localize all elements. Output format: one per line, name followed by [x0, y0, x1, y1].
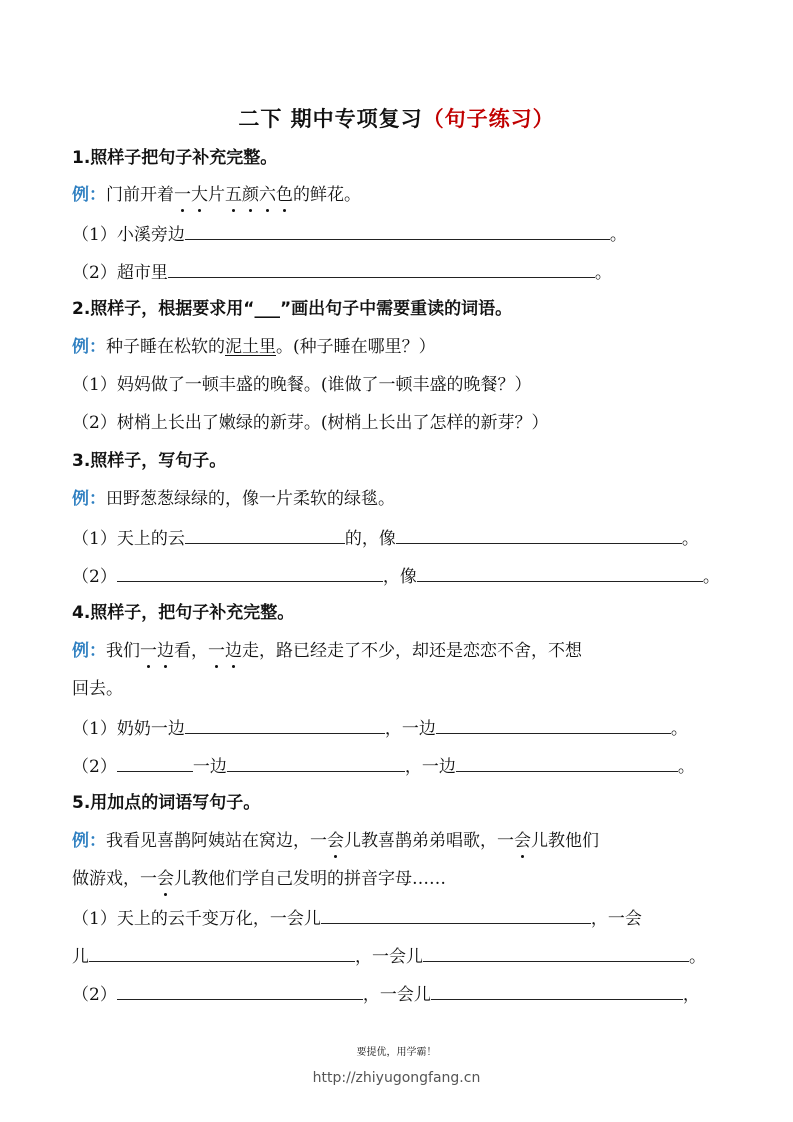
- answer-blank[interactable]: [396, 525, 682, 544]
- q1-item-1: （1）小溪旁边 。: [72, 221, 627, 247]
- q5-item-1-cont: 儿 ，一会儿 。: [72, 943, 706, 969]
- q4-item-1: （1）奶奶一边 ，一边 。: [72, 715, 688, 741]
- q3-item-1: （1）天上的云 的，像 。: [72, 525, 699, 551]
- answer-blank[interactable]: [227, 753, 405, 772]
- answer-blank[interactable]: [185, 221, 610, 240]
- title-sub: （句子练习）: [422, 107, 555, 131]
- q2-example: 例：种子睡在松软的泥土里。(种子睡在哪里？）: [72, 337, 436, 357]
- answer-blank[interactable]: [117, 981, 363, 1000]
- q3-example: 例：田野葱葱绿绿的，像一片柔软的绿毯。: [72, 489, 395, 509]
- q2-item-1: （1）妈妈做了一顿丰盛的晚餐。(谁做了一顿丰盛的晚餐？）: [72, 375, 532, 395]
- answer-blank[interactable]: [185, 525, 345, 544]
- answer-blank[interactable]: [436, 715, 671, 734]
- q5-example: 例：我看见喜鹊阿姨站在窝边，一会儿教喜鹊弟弟唱歌，一会儿教他们: [72, 831, 599, 851]
- answer-blank[interactable]: [89, 943, 355, 962]
- q2-item-2: （2）树梢上长出了嫩绿的新芽。(树梢上长出了怎样的新芽？）: [72, 413, 549, 433]
- answer-blank[interactable]: [431, 981, 683, 1000]
- page-title: [0, 103, 793, 133]
- q4-example: 例：我们一边看，一边走，路已经走了不少，却还是恋恋不舍，不想: [72, 641, 582, 661]
- answer-blank[interactable]: [321, 905, 591, 924]
- answer-blank[interactable]: [417, 563, 703, 582]
- q5-item-1: （1）天上的云千变万化，一会儿 ，一会: [72, 905, 642, 931]
- example-label: 例：: [72, 185, 106, 205]
- footer-url[interactable]: http://zhiyugongfang.cn: [312, 1070, 481, 1086]
- q1-heading: 1.照样子把句子补充完整。: [72, 148, 278, 168]
- q1-example: 例：门前开着一大片五颜六色的鲜花。: [72, 185, 361, 205]
- q1-item-2: （2）超市里 。: [72, 259, 612, 285]
- q4-example-cont: 回去。: [72, 679, 123, 699]
- answer-blank[interactable]: [117, 753, 193, 772]
- q5-example-cont: 做游戏，一会儿教他们学自己发明的拼音字母……: [72, 869, 446, 889]
- q3-heading: 3.照样子，写句子。: [72, 451, 227, 471]
- q4-item-2: （2） 一边 ，一边 。: [72, 753, 695, 779]
- footer-slogan: 要提优，用学霸！: [356, 1047, 437, 1058]
- q4-heading: 4.照样子，把句子补充完整。: [72, 603, 295, 623]
- answer-blank[interactable]: [168, 259, 595, 278]
- answer-blank[interactable]: [456, 753, 678, 772]
- answer-blank[interactable]: [423, 943, 689, 962]
- q5-heading: 5.用加点的词语写句子。: [72, 793, 261, 813]
- q5-item-2: （2） ，一会儿 ，: [72, 981, 700, 1007]
- title-main: 二下 期中专项复习: [238, 107, 423, 131]
- answer-blank[interactable]: [117, 563, 383, 582]
- q3-item-2: （2） ，像 。: [72, 563, 720, 589]
- q2-heading: 2.照样子，根据要求用“___”画出句子中需要重读的词语。: [72, 299, 513, 319]
- answer-blank[interactable]: [185, 715, 385, 734]
